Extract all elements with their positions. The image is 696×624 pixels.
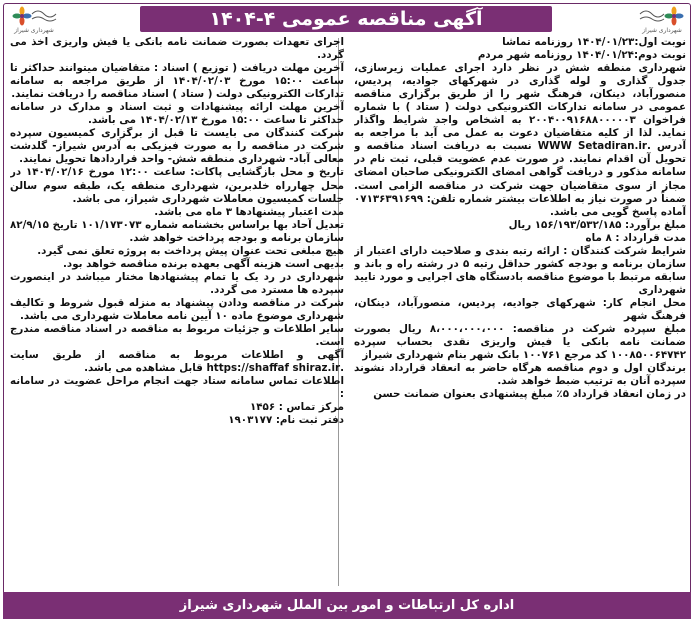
- rejection-right: شهرداری در رد یک یا تمام پیشنهادها مختار میباشد در اینصورت سپرده ها مسترد می گردد.: [10, 270, 344, 296]
- notice-header: [10, 6, 686, 34]
- advertisement-cost: بدیهی است هزینه آگهی بعهده برنده مناقصه خواهد بود.: [63, 257, 344, 270]
- municipality-logo-right: [638, 6, 686, 34]
- bid-opening-info: تاریخ و محل بازگشایی پاکات: ساعت ۱۲:۰۰ مورخ ۱۴۰۴/۰۲/۱۶ در محل چهارراه خلدبرین، شهرداری منطقه یک، طبقه سوم سالن جلسات کمیسیون معاملات شهرداری شیراز، می باشد.: [10, 166, 344, 205]
- bid-validity: مدت اعتبار پیشنهادها ۳ ماه می باشد.: [154, 205, 344, 218]
- website-info: آگهی و اطلاعات مربوط به مناقصه از طریق سایت .https://shaffaf shiraz.ir قابل مشاهده می باشد.: [10, 349, 344, 375]
- notice-footer: اداره کل ارتباطات و امور بین الملل شهرداری شیراز: [3, 592, 691, 619]
- estimated-amount: مبلغ برآورد: ۱۵۶/۱۹۳/۵۳۲/۱۸۵ ریال: [508, 218, 686, 231]
- right-column: [354, 36, 686, 588]
- registration-office: دفتر ثبت نام: ۱۹۰۳۱۷۷: [228, 414, 344, 427]
- no-prepayment: هیچ مبلغی تحت عنوان پیش پرداخت به پروژه تعلق نمی گیرد.: [37, 244, 344, 257]
- price-adjustment: تعدیل آحاد بها براساس بخشنامه شماره ۱۰۱/۱۷۳۰۷۳ تاریخ ۸۲/۹/۱۵ سازمان برنامه و بودجه پرداخت خواهد شد.: [10, 218, 344, 244]
- logo-left-text: شهرداری شیراز: [14, 27, 54, 34]
- flower-logo-icon: [10, 6, 58, 26]
- contract-duration: مدت قرارداد : ۸ ماه: [585, 231, 686, 244]
- other-information: سایر اطلاعات و جزئیات مربوط به مناقصه در اسناد مناقصه مندرج است.: [10, 323, 344, 349]
- flower-logo-icon: [638, 6, 686, 26]
- call-center: مرکز تماس : ۱۴۵۶: [249, 401, 344, 414]
- work-location: محل انجام کار: شهرکهای جوادیه، پردیس، منصورآباد، دینکان، فرهنگ شهر: [354, 296, 686, 322]
- guarantee-clause: در زمان انعقاد قرارداد ۵٪ مبلغ پیشنهادی بعنوان ضمانت حسن: [373, 388, 686, 401]
- guarantee-clause-continued: اجرای تعهدات بصورت ضمانت نامه بانکی یا فیش واریزی اخذ می گردد.: [10, 36, 344, 62]
- publication-second-date: نوبت دوم:۱۴۰۴/۰۱/۲۴ روزنامه شهر مردم: [477, 49, 686, 62]
- left-column: [10, 36, 344, 588]
- winners-clause: برندگان اول و دوم مناقصه هرگاه حاضر به انعقاد قرارداد نشوند سپرده آنان به ترتیب ضبط خواهد شد.: [354, 362, 686, 388]
- bid-submission-deadline: آخرین مهلت ارائه پیشنهادات و ثبت اسناد و مدارک در سامانه حداکثر تا ساعت ۱۵:۰۰ مورخ ۱۴۰۴/۰۲/۱۳ می باشد.: [10, 101, 344, 127]
- notice-body: [10, 36, 686, 588]
- logo-right-text: شهرداری شیراز: [642, 27, 682, 34]
- document-receipt-deadline: آخرین مهلت دریافت ( توزیع ) اسناد : متقاضیان میتوانند حداکثر تا ساعت ۱۵:۰۰ مورخ ۱۴۰۴/۰۲/۰۳ از طریق مراجعه به سامانه تدارکات الکترونیکی دولت ( ستاد ) اسناد مناقصه را دریافت نمایند.: [10, 62, 344, 101]
- deposit-amount: مبلغ سپرده شرکت در مناقصه: ۸،۰۰۰،۰۰۰،۰۰۰ ریال بصورت ضمانت نامه بانکی یا فیش واریزی نقدی بحساب سپرده ۱۰۰۸۵۰۰۶۴۷۴۲ کد مرجع ۱۰۰۷۶۱ بانک شهر بنام شهرداری شیراز: [354, 323, 686, 362]
- acceptance-of-terms: شرکت در مناقصه ودادن پیشنهاد به منزله قبول شروط و تکالیف شهرداری موضوع ماده ۱۰ آیین نامه معاملات شهرداری می باشد.: [10, 296, 344, 322]
- tender-description: شهرداری منطقه شش در نظر دارد اجرای عملیات زیرسازی، جدول گذاری و لوله گذاری در شهرکهای جوادیه، پردیس، منصورآباد، دینکان، فرهنگ شهر را از طریق برگزاری مناقصه عمومی در سامانه تدارکات الکترونیکی دولت ( ستاد ) با شماره فراخوان ۲۰۰۴۰۰۹۱۶۸۸۰۰۰۰۰۳ به اشخاص واجد شرایط واگذار نماید. لذا از کلیه متقاضیان دعوت به عمل می آید با مراجعه به آدرس .WWW Setadiran.ir نسبت به دریافت اسناد مناقصه و تحویل آن اقدام نمایند. در صورت عدم عضویت قبلی، ثبت نام در سامانه مذکور و دریافت گواهی امضای الکترونیکی صاحبان امضای مجاز از سوی متقاضیان جهت شرکت در مناقصه الزامی است. ضمناً در صورت نیاز به اطلاعات بیشتر شماره تلفن: ۰۷۱۳۶۳۹۱۶۹۹ آماده پاسخ گویی می باشد.: [354, 62, 686, 218]
- publication-first-date: نوبت اول:۱۴۰۴/۰۱/۲۳ روزنامه تماشا: [502, 36, 686, 48]
- participant-conditions: شرایط شرکت کنندگان : ارائه رتبه بندی و صلاحیت دارای اعتبار از سازمان برنامه و بودجه کشور حداقل رتبه ۵ در رشته راه و باند و سابقه مرتبط با موضوع مناقصه بادستگاه های اجرایی و مورد تایید شهرداری: [354, 244, 686, 296]
- setad-contact-heading: اطلاعات تماس سامانه ستاد جهت انجام مراحل عضویت در سامانه :: [10, 375, 344, 401]
- municipality-logo-left: [10, 6, 58, 34]
- notice-title: آگهی مناقصه عمومی ۴-۱۴۰۴: [140, 6, 552, 32]
- deposit-delivery-address: شرکت کنندگان می بایست تا قبل از برگزاری کمیسیون سپرده شرکت در مناقصه را به صورت فیزیکی به آدرس شیراز- گلدشت معالی آباد- شهرداری منطقه شش- واحد قراردادها تحویل نمایند.: [10, 127, 344, 166]
